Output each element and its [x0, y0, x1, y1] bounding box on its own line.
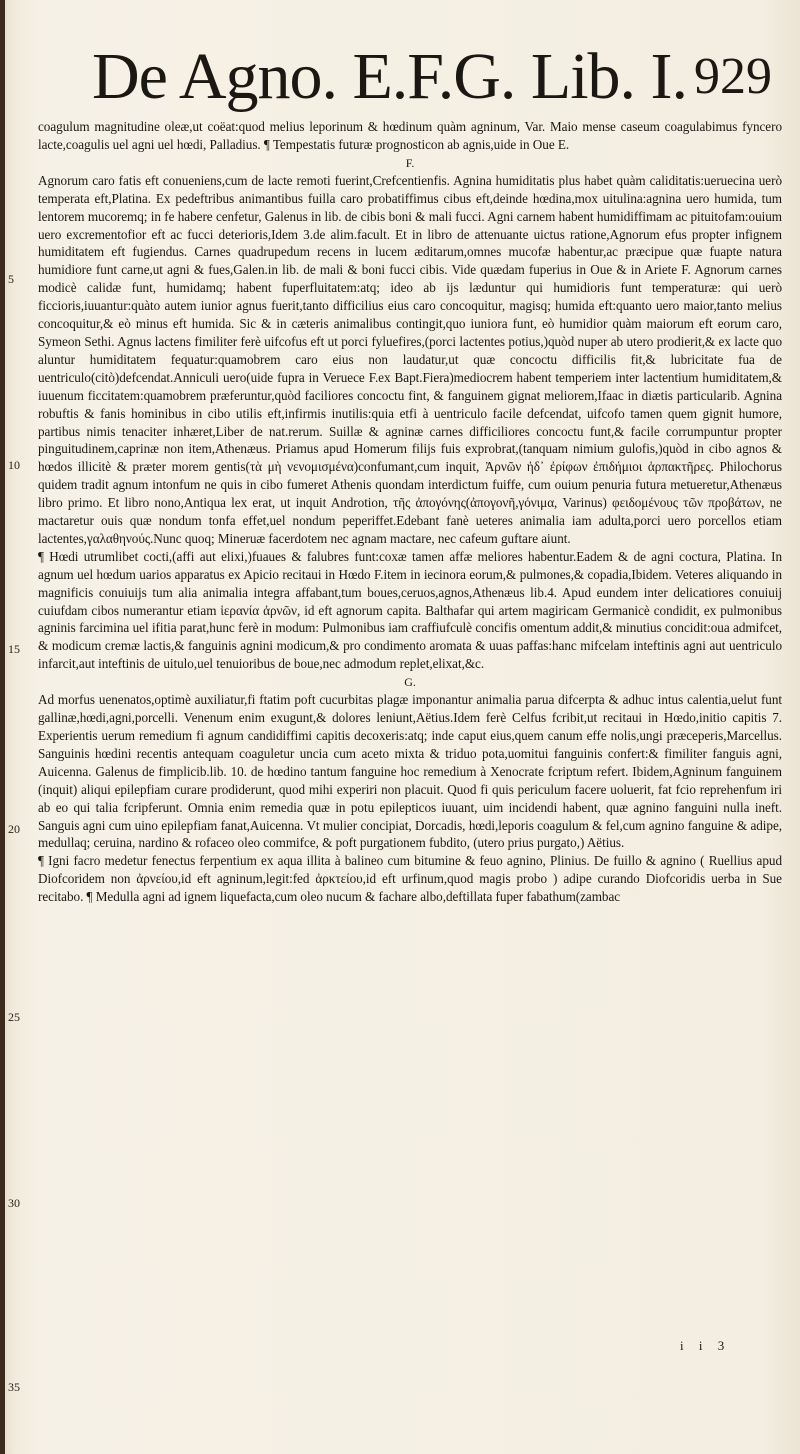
folio-number: 929 — [694, 48, 772, 105]
paragraph-coagulum: coagulum magnitudine oleæ,ut coëat:quod melius leporinum & hœdinum quàm agninum, Var. Maio mense caseum coagulabimus fyncero lacte,coagulis uel agni uel hœdi, Palladius. ¶ Tempestatis futuræ prognosticon ab agnis,uide in Oue E. — [38, 119, 782, 152]
page-spine-edge — [0, 0, 5, 1454]
margin-line-number: 25 — [8, 1010, 20, 1024]
margin-line-number: 10 — [8, 458, 20, 472]
paragraph-igni-sacro: ¶ Igni facro medetur fenectus ferpentium ex aqua illita à balineo cum bitumine & feuo agnino, Plinius. De fuillo & agnino ( Ruellius apud Diofcoridem non ἀρνείου,id eft agninum,legit:fed ἀρκτείου,id eft urfinum,quod magis probo ) adipe curando Diofcoridis uerba in Sue recitabo. ¶ Medulla agni ad ignem liquefacta,cum oleo nucum & fachare albo,deftillata fuper fabathum(zambac — [38, 853, 782, 905]
body-text — [38, 118, 782, 906]
margin-line-number: 30 — [8, 1196, 20, 1210]
margin-line-number: 5 — [8, 272, 14, 286]
section-marker-g: G. — [404, 675, 416, 690]
running-head: De Agno. E.F.G. Lib. I. — [92, 40, 688, 113]
paragraph-ad-morsus: Ad morfus uenenatos,optimè auxiliatur,fi ftatim poft cucurbitas plagæ imponantur animalia parua difcerpta & adhuc intus calentia,uelut funt gallinæ,hœdi,agni,porcelli. Venenum enim exugunt,& dolores leniunt,Aëtius.Idem ferè Celfus fcribit,ut recitaui in Hœdo,initio capitis 7. Experientis uerum remedium fi agnum candidiffimi capitis decoxeris:atq; inde caput eius,quem canum effe nolis,ungi præceperis,Marcellus. Sanguinis hœdini recentis antequam coaguletur uncia cum aceto mixta & triduo pota,uomitui fanguinis confert:& fimiliter fanguis agni, Auicenna. Galenus de fimplicib.lib. 10. de hœdino tantum fanguine hoc remedium à Xenocrate fcriptum refert. Ibidem,Agninum fanguinem (inquit) aliqui epilepfiam curare prodiderunt, quod mihi experiri non placuit. Quod fi quis periculum facere uoluerit, fat fcio reprehenfum iri ab eo qui talia fcripferunt. Omnia enim remedia quæ in potu epilepticos iuuant, uim incidendi habent, quæ agnino fanguini nulla ineft. Sanguis agni cum uino epilepfiam fanat,Auicenna. Vt mulier concipiat, Dorcadis, hœdi,leporis coagulum & fel,cum agnino fanguine & adipe, medullaq; ceruina, nardino & rofaceo oleo commifce, & poft purgationem fubdito, (utero prius purgato,) Aëtius. — [38, 692, 782, 851]
section-marker-f: F. — [405, 155, 415, 170]
signature-mark: i i 3 — [680, 1338, 731, 1353]
margin-line-number: 35 — [8, 1380, 20, 1394]
margin-line-number: 20 — [8, 822, 20, 836]
paragraph-hoedi: ¶ Hœdi utrumlibet cocti,(affi aut elixi,)fuaues & falubres funt:coxæ tamen affæ meliores habentur.Eadem & de agni coctura, Platina. In agnum uel hœdum uarios apparatus ex Apicio recitaui in Hœdo F.item in iecinora eorum,& pulmones,& copadia,Ibidem. Veteres aliquando in magnificis conuiuijs tum alia animalia integra affabant,tum boues,ceruos,agnos,Athenæus lib.4. Apud eundem inter delicatiores conuiuij cuiufdam cibos numerantur etiam ἱερανία ἀρνῶν, id eft agnorum capita. Balthafar qui artem magiricam Germanicè condidit, ex pulmonibus agninis farcimina uel ifitia parat,hunc ferè in modum: Pulmonibus iam craffiufculè concifis omentum addit,& minutius concidit:oua admifcet, & modicum cremæ lactis,& fanguinis agnini modicum,& pro condimento aromata & uuas paffas:hanc mifcelam inteftinis agni aut uentriculo infarcit,aut inteftinis de uitulo,uel tenuioribus de boue,nec admodum replet,elixat,&c. — [38, 548, 782, 672]
margin-line-number: 15 — [8, 642, 20, 656]
paragraph-agnorum-caro: Agnorum caro fatis eft conueniens,cum de lacte remoti fuerint,Crefcentienfis. Agnina humiditatis plus habet quàm caliditatis:ueruecina uerò temperata eft,Platina. Ex pedeftribus animantibus fuilla caro probatiffimus cibus eft,deinde hœdina,mox uitulina:agnina uero humida, tum lentorem mucoremq; in fe habere cenfetur, Galenus in lib. de cibis boni & mali fucci. Agni carnem habent humidiffimam ac pituitofam:ouium uero excrementofior eft ac fucci deterioris,Idem 3.de alim.facult. Et in libro de attenuante uictus ratione,Agnorum efus propter infignem humiditatem eft fugiendus. Carnes quadrupedum recens in lucem æditarum,omnes mucofæ habentur,ac præcipue quæ fuapte natura humidiore funt carne,ut agni & fues,Galen.in lib. de mali & boni fucci cibis. Vide quædam fuperius in Oue & in Ariete F. Agnorum carnes modicè calidæ funt, humidamq; habent fuperfluitatem:atq; ideo ab ijs læduntur qui humidioris funt temperaturæ: qui uerò ficcioris,iuuantur:quàto autem iunior agnus fuerit,tanto difficilius eius caro concoquitur, magisq; humida eft:quanto uero maior,tanto melius concoquitur,& eò minus eft humida. Sic & in cæteris animalibus contingit,quo iuniora funt, eò humidior quàm maiorum eft eorum caro, Symeon Sethi. Agnus lactens fimiliter ferè uifcofus eft ut porci fyluefires,(porci lactentes potius,)quòd nuper ab utero prodierit,& ex lacte quo aluntur humiditatem fequatur:quamobrem caro eius non laudatur,ut quæ concoctu difficilis fit,& lubricitate fua de uentriculo(citò)defcendat.Anniculi uero(uide fupra in Veruece F.ex Bapt.Fiera)mediocrem habent temperiem inter lactentium humiditatem,& iuuenum ficcitatem:quamobrem præferuntur,quòd faciliores concoctu fint, & fanguinem gignat meliorem,Ifaac in diætis particularib. Agnina robuftis & fanis hominibus in cibo utilis eft,infirmis inutilis:quia etfi à uentriculo facile defcendat, uifcofo tamen quem gignit humore, partibus nimis tenaciter inhæret,Liber de nat.rerum. Suillæ & agninæ carnes difficiliores concoctu funt,& facile corrumpuntur propter pinguitudinem,caprinæ non item,Athenæus. Priamus apud Homerum filijs fuis exprobrat,(tanquam nimium gulofis,)quòd in cibo agnos & hœdos illicitè & præter morem gentis(τὰ μὴ νενομισμένα)confumant,cum inquit, Ἀρνῶν ἠδ᾽ ἐρίφων ἐπιδήμιοι ἁρπακτῆρες. Philochorus quidem tradit agnum intonfum ne quis in cibo fumeret Athenis quondam interdictum fuiffe, cum ouium penuria futura metueretur,Athenæus libro primo. Et libro nono,Antiqua lex erat, ut inquit Androtion, τῆς ἀπογόνης(ἀπογονῆ,γόνιμα, Varinus) φειδομένους τῶν προβάτων, ne mactaretur ouis quæ nondum tonfa effet,uel nondum peperiffet.Edebant fanè ueteres animalia iam adulta,porci uero porcellos etiam lactentes,γαλαθηνούς.Nunc quoq; Mineruæ facerdotem nec agnam mactare, nec cafeum guftare aiunt. — [38, 172, 782, 546]
page-header — [92, 34, 772, 120]
